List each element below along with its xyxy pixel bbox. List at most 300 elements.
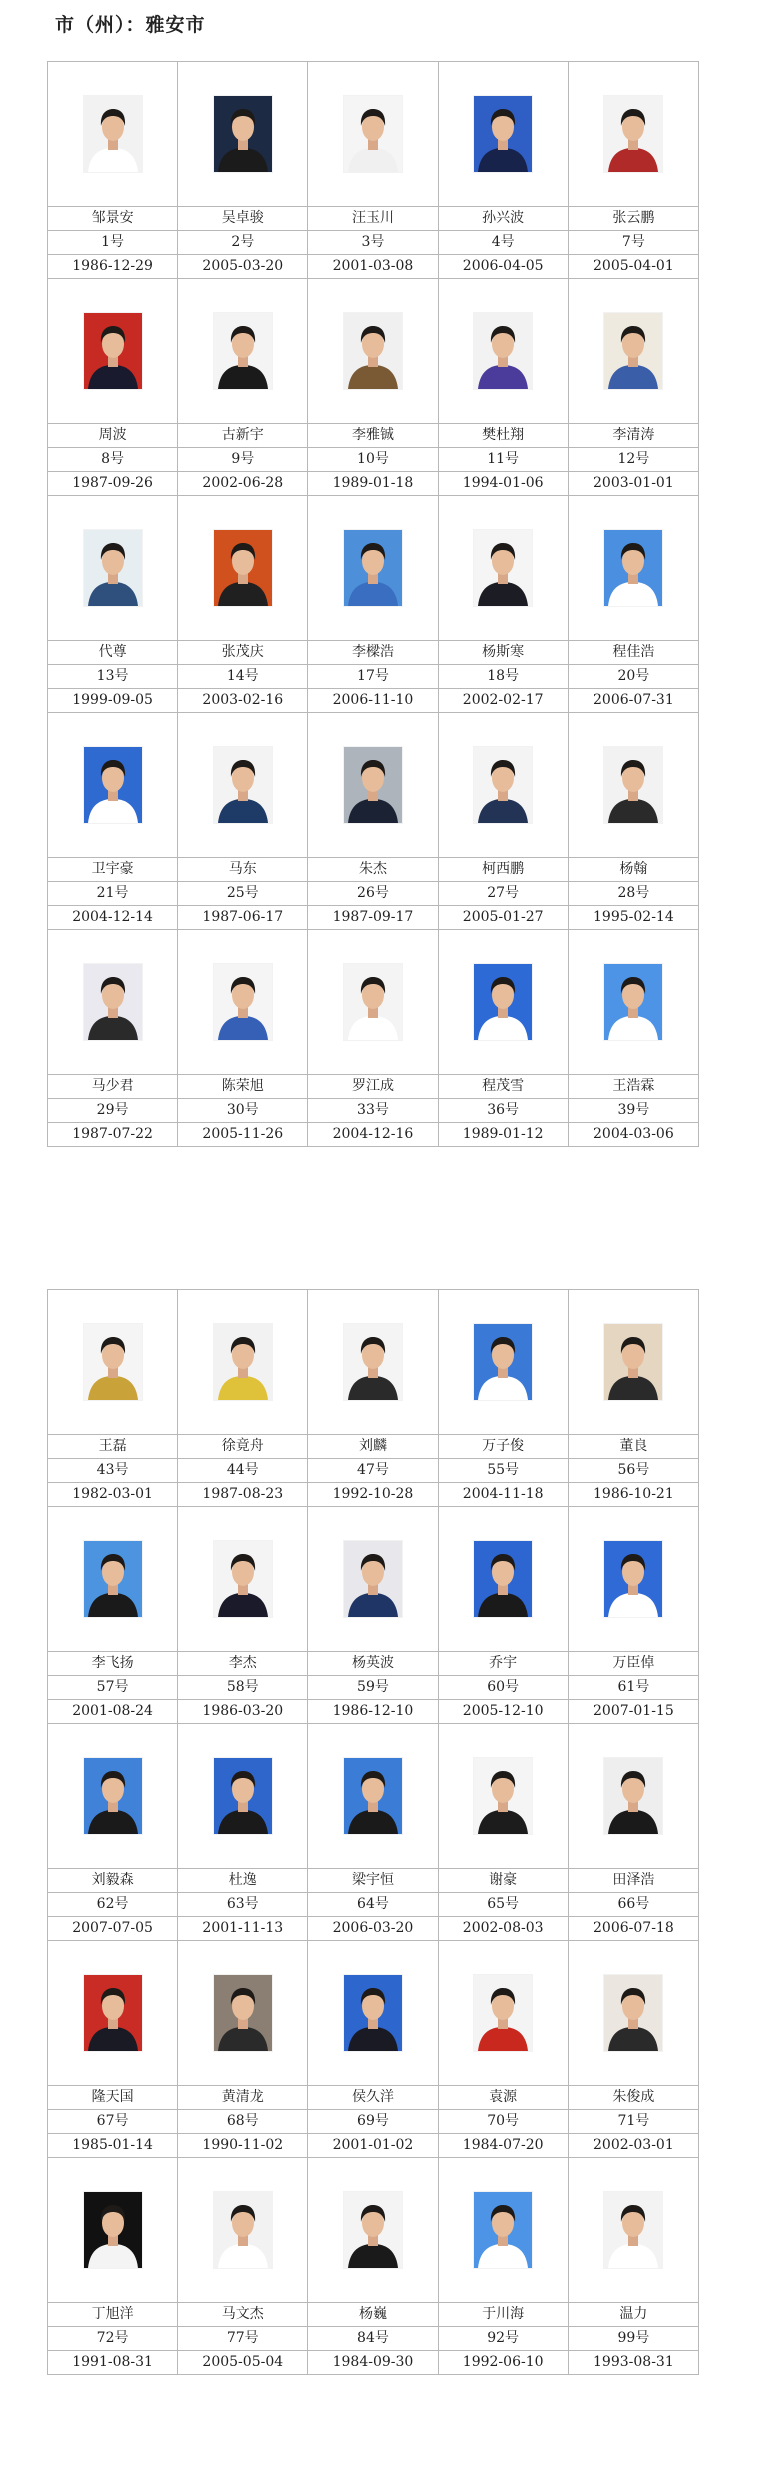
player-photo <box>214 313 272 389</box>
player-photo <box>474 2192 532 2268</box>
player-name: 黄清龙 <box>178 2086 308 2110</box>
player-name: 朱俊成 <box>568 2086 698 2110</box>
player-photo-cell <box>178 930 308 1075</box>
player-photo <box>604 1541 662 1617</box>
player-photo-cell <box>438 1724 568 1869</box>
portrait-image <box>344 1975 402 2051</box>
player-number-row <box>48 1893 699 1917</box>
player-photo-cell <box>48 1724 178 1869</box>
player-photo <box>214 964 272 1040</box>
player-photo <box>214 1975 272 2051</box>
player-photo <box>344 1324 402 1400</box>
player-birthdate-row <box>48 472 699 496</box>
player-birthdate-row <box>48 2351 699 2375</box>
player-number: 66号 <box>568 1893 698 1917</box>
portrait-image <box>84 1324 142 1400</box>
player-birthdate: 1984-07-20 <box>438 2134 568 2158</box>
player-number: 13号 <box>48 665 178 689</box>
player-birthdate: 1999-09-05 <box>48 689 178 713</box>
player-birthdate: 2005-11-26 <box>178 1123 308 1147</box>
player-birthdate: 1992-06-10 <box>438 2351 568 2375</box>
player-name: 卫宇豪 <box>48 858 178 882</box>
player-number: 14号 <box>178 665 308 689</box>
player-birthdate: 1986-12-29 <box>48 255 178 279</box>
player-birthdate: 1987-06-17 <box>178 906 308 930</box>
player-name: 谢豪 <box>438 1869 568 1893</box>
player-photo-cell <box>308 62 438 207</box>
player-name: 马少君 <box>48 1075 178 1099</box>
portrait-image <box>604 1324 662 1400</box>
portrait-image <box>214 1758 272 1834</box>
player-birthdate: 2001-11-13 <box>178 1917 308 1941</box>
player-number-row <box>48 1459 699 1483</box>
player-name: 王磊 <box>48 1435 178 1459</box>
player-number: 55号 <box>438 1459 568 1483</box>
player-number: 21号 <box>48 882 178 906</box>
player-photo <box>84 1758 142 1834</box>
player-photo <box>604 2192 662 2268</box>
player-number: 9号 <box>178 448 308 472</box>
player-birthdate: 2006-07-31 <box>568 689 698 713</box>
player-photo <box>84 313 142 389</box>
player-birthdate: 2006-03-20 <box>308 1917 438 1941</box>
player-number-row <box>48 2110 699 2134</box>
player-birthdate: 1987-08-23 <box>178 1483 308 1507</box>
player-birthdate: 1987-07-22 <box>48 1123 178 1147</box>
player-number-row <box>48 448 699 472</box>
player-photo <box>604 964 662 1040</box>
player-photo-cell <box>568 2158 698 2303</box>
player-photo-cell <box>438 2158 568 2303</box>
player-birthdate: 1982-03-01 <box>48 1483 178 1507</box>
player-name-row <box>48 2086 699 2110</box>
player-number: 64号 <box>308 1893 438 1917</box>
player-number: 20号 <box>568 665 698 689</box>
player-photo <box>604 1975 662 2051</box>
player-photo-cell <box>568 496 698 641</box>
player-name: 程佳浩 <box>568 641 698 665</box>
player-name-row <box>48 1075 699 1099</box>
player-birthdate: 2002-03-01 <box>568 2134 698 2158</box>
player-birthdate: 2006-07-18 <box>568 1917 698 1941</box>
player-name: 杜逸 <box>178 1869 308 1893</box>
player-birthdate: 2002-06-28 <box>178 472 308 496</box>
player-photo <box>84 530 142 606</box>
player-photo <box>474 313 532 389</box>
player-birthdate-row <box>48 1700 699 1724</box>
player-name: 田泽浩 <box>568 1869 698 1893</box>
player-number: 69号 <box>308 2110 438 2134</box>
player-name: 张云鹏 <box>568 207 698 231</box>
portrait-image <box>84 1541 142 1617</box>
player-name: 朱杰 <box>308 858 438 882</box>
portrait-image <box>474 747 532 823</box>
player-number: 7号 <box>568 231 698 255</box>
player-name-row <box>48 641 699 665</box>
player-number: 27号 <box>438 882 568 906</box>
player-photo <box>84 1541 142 1617</box>
player-photo-cell <box>308 2158 438 2303</box>
player-photo-cell <box>568 1941 698 2086</box>
player-photo <box>214 747 272 823</box>
player-number: 72号 <box>48 2327 178 2351</box>
player-birthdate: 2006-04-05 <box>438 255 568 279</box>
player-name: 吴卓骏 <box>178 207 308 231</box>
player-number: 60号 <box>438 1676 568 1700</box>
portrait-image <box>344 313 402 389</box>
player-photo-cell <box>48 1290 178 1435</box>
player-photo <box>344 1758 402 1834</box>
player-number: 57号 <box>48 1676 178 1700</box>
portrait-image <box>604 964 662 1040</box>
player-photo-cell <box>178 62 308 207</box>
player-name: 陈荣旭 <box>178 1075 308 1099</box>
player-name: 隆天国 <box>48 2086 178 2110</box>
player-birthdate: 1986-12-10 <box>308 1700 438 1724</box>
player-photo <box>604 747 662 823</box>
player-name-row <box>48 858 699 882</box>
player-photo-cell <box>438 1941 568 2086</box>
player-photo-cell <box>308 1507 438 1652</box>
portrait-image <box>474 1758 532 1834</box>
player-birthdate: 2005-04-01 <box>568 255 698 279</box>
player-birthdate: 2003-02-16 <box>178 689 308 713</box>
player-photo-cell <box>308 496 438 641</box>
player-photo <box>474 96 532 172</box>
player-birthdate: 2001-03-08 <box>308 255 438 279</box>
portrait-image <box>84 313 142 389</box>
player-birthdate: 2007-01-15 <box>568 1700 698 1724</box>
player-photo <box>84 1324 142 1400</box>
player-birthdate: 2004-12-14 <box>48 906 178 930</box>
player-photo-cell <box>178 2158 308 2303</box>
player-birthdate: 1989-01-18 <box>308 472 438 496</box>
player-name: 代尊 <box>48 641 178 665</box>
player-photo <box>344 2192 402 2268</box>
portrait-image <box>344 964 402 1040</box>
portrait-image <box>214 96 272 172</box>
photo-row <box>48 62 699 207</box>
player-name: 丁旭洋 <box>48 2303 178 2327</box>
player-photo <box>474 964 532 1040</box>
player-name: 刘麟 <box>308 1435 438 1459</box>
player-name: 刘毅森 <box>48 1869 178 1893</box>
portrait-image <box>84 747 142 823</box>
player-number: 29号 <box>48 1099 178 1123</box>
player-photo <box>84 747 142 823</box>
portrait-image <box>214 530 272 606</box>
player-birthdate: 2005-01-27 <box>438 906 568 930</box>
player-photo-cell <box>438 279 568 424</box>
player-photo <box>474 1324 532 1400</box>
player-number: 25号 <box>178 882 308 906</box>
player-birthdate: 1986-10-21 <box>568 1483 698 1507</box>
player-number: 10号 <box>308 448 438 472</box>
portrait-image <box>214 964 272 1040</box>
player-name: 孙兴波 <box>438 207 568 231</box>
player-photo-cell <box>178 1941 308 2086</box>
portrait-image <box>214 313 272 389</box>
player-name: 邹景安 <box>48 207 178 231</box>
player-name: 马东 <box>178 858 308 882</box>
player-photo-cell <box>308 279 438 424</box>
portrait-image <box>84 2192 142 2268</box>
portrait-image <box>604 530 662 606</box>
player-photo-cell <box>568 1290 698 1435</box>
player-photo-cell <box>308 713 438 858</box>
player-name: 乔宇 <box>438 1652 568 1676</box>
player-birthdate: 1994-01-06 <box>438 472 568 496</box>
portrait-image <box>474 313 532 389</box>
player-photo-cell <box>178 1507 308 1652</box>
player-name: 袁源 <box>438 2086 568 2110</box>
player-birthdate: 1987-09-26 <box>48 472 178 496</box>
player-name: 罗江成 <box>308 1075 438 1099</box>
player-number: 44号 <box>178 1459 308 1483</box>
player-name: 李飞扬 <box>48 1652 178 1676</box>
player-birthdate: 1984-09-30 <box>308 2351 438 2375</box>
player-number: 8号 <box>48 448 178 472</box>
player-birthdate: 1991-08-31 <box>48 2351 178 2375</box>
player-photo-cell <box>308 1724 438 1869</box>
player-name: 李清涛 <box>568 424 698 448</box>
player-birthdate: 1986-03-20 <box>178 1700 308 1724</box>
player-photo-cell <box>308 930 438 1075</box>
player-name: 杨翰 <box>568 858 698 882</box>
player-name: 李樑浩 <box>308 641 438 665</box>
player-name: 汪玉川 <box>308 207 438 231</box>
player-photo-cell <box>438 930 568 1075</box>
player-birthdate: 2003-01-01 <box>568 472 698 496</box>
player-name: 柯西鹏 <box>438 858 568 882</box>
portrait-image <box>604 2192 662 2268</box>
player-birthdate: 1990-11-02 <box>178 2134 308 2158</box>
player-birthdate: 2007-07-05 <box>48 1917 178 1941</box>
player-name-row <box>48 424 699 448</box>
portrait-image <box>604 1758 662 1834</box>
portrait-image <box>344 96 402 172</box>
photo-row <box>48 279 699 424</box>
portrait-image <box>474 1975 532 2051</box>
player-photo-cell <box>568 1724 698 1869</box>
player-photo-cell <box>48 496 178 641</box>
player-number: 26号 <box>308 882 438 906</box>
player-birthdate: 2002-02-17 <box>438 689 568 713</box>
player-name-row <box>48 1652 699 1676</box>
player-number: 18号 <box>438 665 568 689</box>
photo-row <box>48 2158 699 2303</box>
player-photo <box>604 1324 662 1400</box>
player-number: 47号 <box>308 1459 438 1483</box>
player-photo-cell <box>568 713 698 858</box>
roster-table <box>47 1289 699 2375</box>
player-birthdate: 2005-03-20 <box>178 255 308 279</box>
player-name-row <box>48 207 699 231</box>
player-photo <box>214 1758 272 1834</box>
player-photo-cell <box>568 930 698 1075</box>
photo-row <box>48 930 699 1075</box>
portrait-image <box>474 1541 532 1617</box>
player-birthdate: 1995-02-14 <box>568 906 698 930</box>
player-birthdate: 2001-08-24 <box>48 1700 178 1724</box>
player-number: 77号 <box>178 2327 308 2351</box>
player-birthdate: 2004-11-18 <box>438 1483 568 1507</box>
player-number: 3号 <box>308 231 438 255</box>
player-photo <box>474 747 532 823</box>
player-birthdate: 1992-10-28 <box>308 1483 438 1507</box>
portrait-image <box>84 964 142 1040</box>
player-photo-cell <box>48 713 178 858</box>
photo-row <box>48 713 699 858</box>
portrait-image <box>474 964 532 1040</box>
player-name: 杨巍 <box>308 2303 438 2327</box>
player-photo-cell <box>568 62 698 207</box>
player-photo <box>474 1541 532 1617</box>
player-number-row <box>48 665 699 689</box>
player-photo-cell <box>308 1290 438 1435</box>
portrait-image <box>474 530 532 606</box>
portrait-image <box>474 2192 532 2268</box>
portrait-image <box>344 1541 402 1617</box>
player-number: 56号 <box>568 1459 698 1483</box>
player-photo <box>344 1975 402 2051</box>
portrait-image <box>344 1324 402 1400</box>
player-number-row <box>48 1676 699 1700</box>
portrait-image <box>214 747 272 823</box>
player-name-row <box>48 1869 699 1893</box>
player-photo-cell <box>48 2158 178 2303</box>
player-photo <box>344 747 402 823</box>
portrait-image <box>214 1324 272 1400</box>
player-birthdate: 1987-09-17 <box>308 906 438 930</box>
player-birthdate: 2005-12-10 <box>438 1700 568 1724</box>
player-number: 84号 <box>308 2327 438 2351</box>
portrait-image <box>604 313 662 389</box>
player-birthdate: 2004-03-06 <box>568 1123 698 1147</box>
player-number-row <box>48 2327 699 2351</box>
player-name: 万臣倬 <box>568 1652 698 1676</box>
player-photo <box>84 2192 142 2268</box>
player-birthdate: 1985-01-14 <box>48 2134 178 2158</box>
portrait-image <box>344 1758 402 1834</box>
player-photo-cell <box>568 279 698 424</box>
player-number: 1号 <box>48 231 178 255</box>
player-name: 张茂庆 <box>178 641 308 665</box>
player-photo-cell <box>178 713 308 858</box>
player-name: 董良 <box>568 1435 698 1459</box>
player-number: 62号 <box>48 1893 178 1917</box>
player-number: 30号 <box>178 1099 308 1123</box>
portrait-image <box>214 1541 272 1617</box>
player-birthdate-row <box>48 906 699 930</box>
player-photo-cell <box>48 279 178 424</box>
player-number: 58号 <box>178 1676 308 1700</box>
player-name: 梁宇恒 <box>308 1869 438 1893</box>
player-birthdate: 2005-05-04 <box>178 2351 308 2375</box>
player-number-row <box>48 231 699 255</box>
player-number: 68号 <box>178 2110 308 2134</box>
photo-row <box>48 496 699 641</box>
player-birthdate-row <box>48 1483 699 1507</box>
player-name: 李雅铖 <box>308 424 438 448</box>
player-number: 67号 <box>48 2110 178 2134</box>
player-photo <box>604 530 662 606</box>
player-photo <box>474 1758 532 1834</box>
player-photo <box>214 1324 272 1400</box>
player-photo-cell <box>48 930 178 1075</box>
player-photo-cell <box>178 1724 308 1869</box>
player-name: 侯久洋 <box>308 2086 438 2110</box>
player-name: 周波 <box>48 424 178 448</box>
player-number: 70号 <box>438 2110 568 2134</box>
portrait-image <box>344 747 402 823</box>
portrait-image <box>604 1541 662 1617</box>
player-number: 92号 <box>438 2327 568 2351</box>
player-photo <box>84 964 142 1040</box>
player-number: 4号 <box>438 231 568 255</box>
player-birthdate-row <box>48 1917 699 1941</box>
player-photo <box>214 96 272 172</box>
player-number: 17号 <box>308 665 438 689</box>
player-name: 温力 <box>568 2303 698 2327</box>
player-number: 11号 <box>438 448 568 472</box>
photo-row <box>48 1507 699 1652</box>
player-number: 61号 <box>568 1676 698 1700</box>
player-number: 36号 <box>438 1099 568 1123</box>
player-number: 65号 <box>438 1893 568 1917</box>
player-photo <box>214 2192 272 2268</box>
player-birthdate-row <box>48 2134 699 2158</box>
player-photo <box>344 96 402 172</box>
player-photo-cell <box>438 1507 568 1652</box>
player-photo-cell <box>438 713 568 858</box>
player-birthdate: 2004-12-16 <box>308 1123 438 1147</box>
player-name: 马文杰 <box>178 2303 308 2327</box>
player-name: 徐竟舟 <box>178 1435 308 1459</box>
player-name: 樊杜翔 <box>438 424 568 448</box>
portrait-image <box>344 530 402 606</box>
photo-row <box>48 1724 699 1869</box>
player-photo-cell <box>178 496 308 641</box>
player-number: 28号 <box>568 882 698 906</box>
player-number: 71号 <box>568 2110 698 2134</box>
player-photo <box>344 313 402 389</box>
player-photo-cell <box>438 62 568 207</box>
player-photo-cell <box>48 1507 178 1652</box>
player-photo <box>344 1541 402 1617</box>
player-photo-cell <box>178 1290 308 1435</box>
player-name: 程茂雪 <box>438 1075 568 1099</box>
player-photo-cell <box>438 1290 568 1435</box>
player-birthdate-row <box>48 689 699 713</box>
player-photo-cell <box>48 62 178 207</box>
player-photo <box>604 96 662 172</box>
photo-row <box>48 1290 699 1435</box>
player-number: 12号 <box>568 448 698 472</box>
player-birthdate: 2001-01-02 <box>308 2134 438 2158</box>
player-birthdate-row <box>48 1123 699 1147</box>
player-birthdate: 1989-01-12 <box>438 1123 568 1147</box>
player-number-row <box>48 882 699 906</box>
player-number: 59号 <box>308 1676 438 1700</box>
player-name: 于川海 <box>438 2303 568 2327</box>
portrait-image <box>84 96 142 172</box>
player-name: 王浩霖 <box>568 1075 698 1099</box>
player-photo <box>474 1975 532 2051</box>
player-number: 43号 <box>48 1459 178 1483</box>
player-number: 33号 <box>308 1099 438 1123</box>
roster-table <box>47 61 699 1147</box>
